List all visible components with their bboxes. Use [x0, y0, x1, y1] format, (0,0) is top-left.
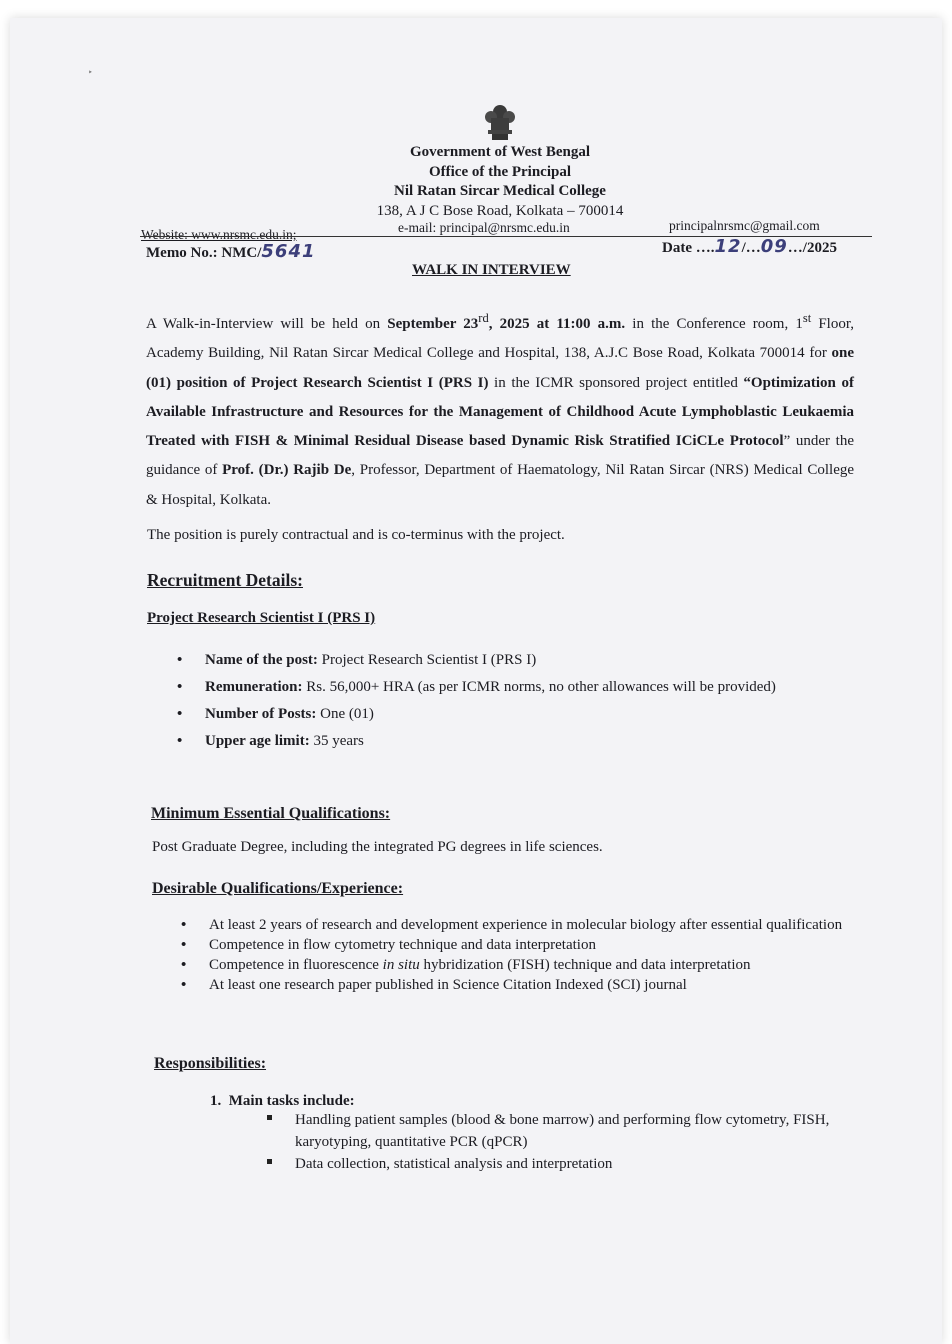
- header-address: 138, A J C Bose Road, Kolkata – 700014: [376, 203, 624, 219]
- desirable-heading: Desirable Qualifications/Experience:: [152, 880, 404, 897]
- bullet-icon: •: [177, 679, 183, 695]
- item-label: Number of Posts:: [205, 706, 317, 722]
- intro-text-5: ” under the guidance of: [146, 433, 854, 479]
- list-item: [181, 955, 849, 975]
- item-value: One (01): [316, 706, 374, 722]
- guide-name: Prof. (Dr.) Rajib De: [222, 462, 352, 479]
- memo-handwritten-number: 5641: [261, 241, 316, 262]
- item-value: Rs. 56,000+ HRA (as per ICMR norms, no other allowances will be provided): [302, 679, 776, 695]
- date-label: Date ….: [662, 240, 715, 256]
- item-value: 35 years: [309, 733, 364, 749]
- bullet-icon: •: [181, 977, 187, 993]
- floor-suffix: st: [802, 311, 812, 325]
- page-title: WALK IN INTERVIEW: [412, 262, 571, 278]
- intro-text-3: Floor, Academy Building, Nil Ratan Sircar Medical College and Hospital, 138, A.J.C Bose Road, Kolkata 700014 for: [146, 316, 854, 362]
- list-item: [177, 652, 865, 669]
- date-year: …/2025: [787, 240, 837, 256]
- square-bullet-icon: [267, 1115, 272, 1120]
- main-tasks-number: 1.: [210, 1093, 222, 1109]
- main-tasks-label: [210, 1093, 355, 1110]
- header-office: Office of the Principal: [428, 164, 572, 180]
- bullet-icon: •: [181, 957, 187, 973]
- list-item: [181, 975, 849, 995]
- minimum-text: Post Graduate Degree, including the integrated PG degrees in life sciences.: [152, 839, 603, 855]
- desirable-list: [181, 915, 849, 995]
- date-suffix: rd: [478, 311, 489, 325]
- item-label: Remuneration:: [205, 679, 303, 695]
- item-value: Project Research Scientist I (PRS I): [317, 652, 537, 668]
- intro-paragraph: [146, 304, 854, 515]
- minimum-heading: Minimum Essential Qualifications:: [151, 805, 391, 822]
- header-government: Government of West Bengal: [409, 144, 591, 160]
- bullet-icon: •: [181, 917, 187, 933]
- task-text: Handling patient samples (blood & bone marrow) and performing flow cytometry, FISH, karyotyping, quantitative PCR (qPCR): [295, 1112, 830, 1150]
- state-emblem-icon: [478, 100, 522, 144]
- item-text: hybridization (FISH) technique and data interpretation: [419, 957, 751, 973]
- bullet-icon: •: [177, 733, 183, 749]
- item-italic: in situ: [382, 957, 420, 973]
- intro-text-4: in the ICMR sponsored project entitled: [488, 374, 744, 391]
- memo-label: Memo No.: NMC/: [146, 245, 262, 261]
- item-text: Competence in fluorescence: [209, 957, 383, 973]
- main-tasks-text: Main tasks include:: [228, 1093, 355, 1109]
- gmail-text: principalnrsmc@gmail.com: [669, 218, 820, 233]
- item-label: Name of the post:: [205, 652, 318, 668]
- item-text: Competence in flow cytometry technique and data interpretation: [209, 937, 596, 953]
- list-item: [177, 706, 865, 723]
- project-title: “Optimization of Available Infrastructure and Resources for the Management of Childhood Acute Lymphoblastic Leukaemia Treated with FISH & Minimal Residual Disease based Dynamic Risk Stratified ICiCLe Protocol: [146, 374, 854, 450]
- interview-time: , 2025 at 11:00 a.m.: [488, 316, 626, 332]
- list-item: [181, 935, 849, 955]
- intro-text-1: A Walk-in-Interview will be held on: [146, 316, 388, 332]
- recruitment-heading: Recruitment Details:: [147, 570, 303, 590]
- task-text: Data collection, statistical analysis and interpretation: [295, 1156, 613, 1172]
- list-item: [181, 915, 849, 935]
- square-bullet-icon: [267, 1159, 272, 1164]
- responsibilities-heading: Responsibilities:: [154, 1055, 267, 1072]
- memo-number: [146, 241, 316, 262]
- recruitment-subheading: Project Research Scientist I (PRS I): [147, 610, 376, 626]
- list-item: [177, 733, 865, 750]
- list-item: [295, 1109, 865, 1153]
- intro-text-2: in the Conference room, 1: [625, 316, 803, 332]
- website-text: Website: www.nrsmc.edu.in;: [141, 227, 297, 242]
- interview-date: September 23: [387, 316, 479, 332]
- intro-text-6: , Professor, Department of Haematology, Nil Ratan Sircar (NRS) Medical College & Hospital, Kolkata.: [146, 462, 855, 508]
- corner-mark: ‣: [88, 68, 93, 77]
- tasks-list: [295, 1109, 865, 1175]
- date-field: [662, 236, 837, 257]
- bullet-icon: •: [177, 706, 183, 722]
- position-text: one (01) position of Project Research Scientist I (PRS I): [146, 345, 854, 391]
- email-text: e-mail: principal@nrsmc.edu.in: [398, 220, 570, 235]
- bullet-icon: •: [181, 937, 187, 953]
- date-day: 12: [714, 236, 742, 257]
- date-month: 09: [760, 236, 788, 257]
- contract-note: The position is purely contractual and is co-terminus with the project.: [147, 527, 565, 543]
- date-separator: /…: [741, 240, 761, 256]
- item-text: At least one research paper published in Science Citation Indexed (SCI) journal: [209, 977, 687, 993]
- list-item: [177, 679, 865, 696]
- list-item: [295, 1153, 865, 1175]
- item-label: Upper age limit:: [205, 733, 310, 749]
- item-text: At least 2 years of research and development experience in molecular biology after essential qualification: [209, 917, 843, 933]
- header-college: Nil Ratan Sircar Medical College: [394, 183, 606, 199]
- recruitment-list: [177, 652, 865, 750]
- bullet-icon: •: [177, 652, 183, 668]
